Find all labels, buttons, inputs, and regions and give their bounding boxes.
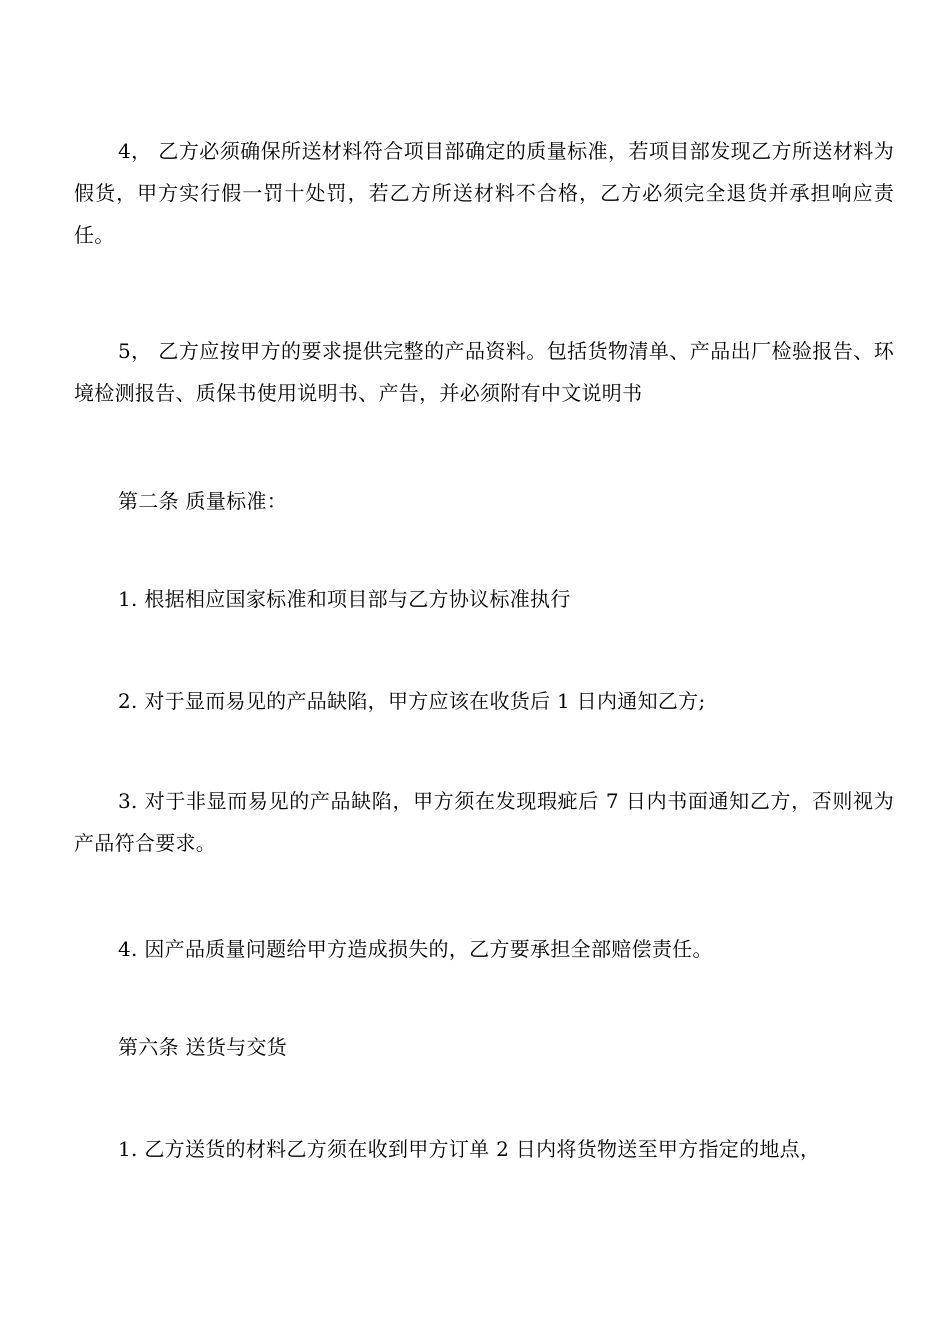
paragraph-quality-4: 4. 因产品质量问题给甲方造成损失的，乙方要承担全部赔偿责任。 bbox=[118, 937, 713, 961]
paragraph-delivery-1: 1. 乙方送货的材料乙方须在收到甲方订单 2 日内将货物送至甲方指定的地点， bbox=[118, 1137, 821, 1161]
paragraph-clause-4: 4， 乙方必须确保所送材料符合项目部确定的质量标准，若项目部发现乙方所送材料为假货，甲方实行假一罚十处罚，若乙方所送材料不合格，乙方必须完全退货并承担响应责任。 bbox=[74, 139, 894, 247]
paragraph-quality-2: 2. 对于显而易见的产品缺陷，甲方应该在收货后 1 日内通知乙方; bbox=[118, 689, 706, 713]
paragraph-quality-1: 1. 根据相应国家标准和项目部与乙方协议标准执行 bbox=[118, 587, 571, 611]
paragraph-clause-5: 5， 乙方应按甲方的要求提供完整的产品资料。包括货物清单、产品出厂检验报告、环境检测报告、质保书使用说明书、产告，并必须附有中文说明书 bbox=[74, 339, 894, 405]
section-heading-quality-standard: 第二条 质量标准： bbox=[118, 489, 288, 513]
paragraph-quality-3: 3. 对于非显而易见的产品缺陷，甲方须在发现瑕疵后 7 日内书面通知乙方，否则视为产品符合要求。 bbox=[74, 789, 894, 855]
section-heading-delivery: 第六条 送货与交货 bbox=[118, 1035, 288, 1059]
